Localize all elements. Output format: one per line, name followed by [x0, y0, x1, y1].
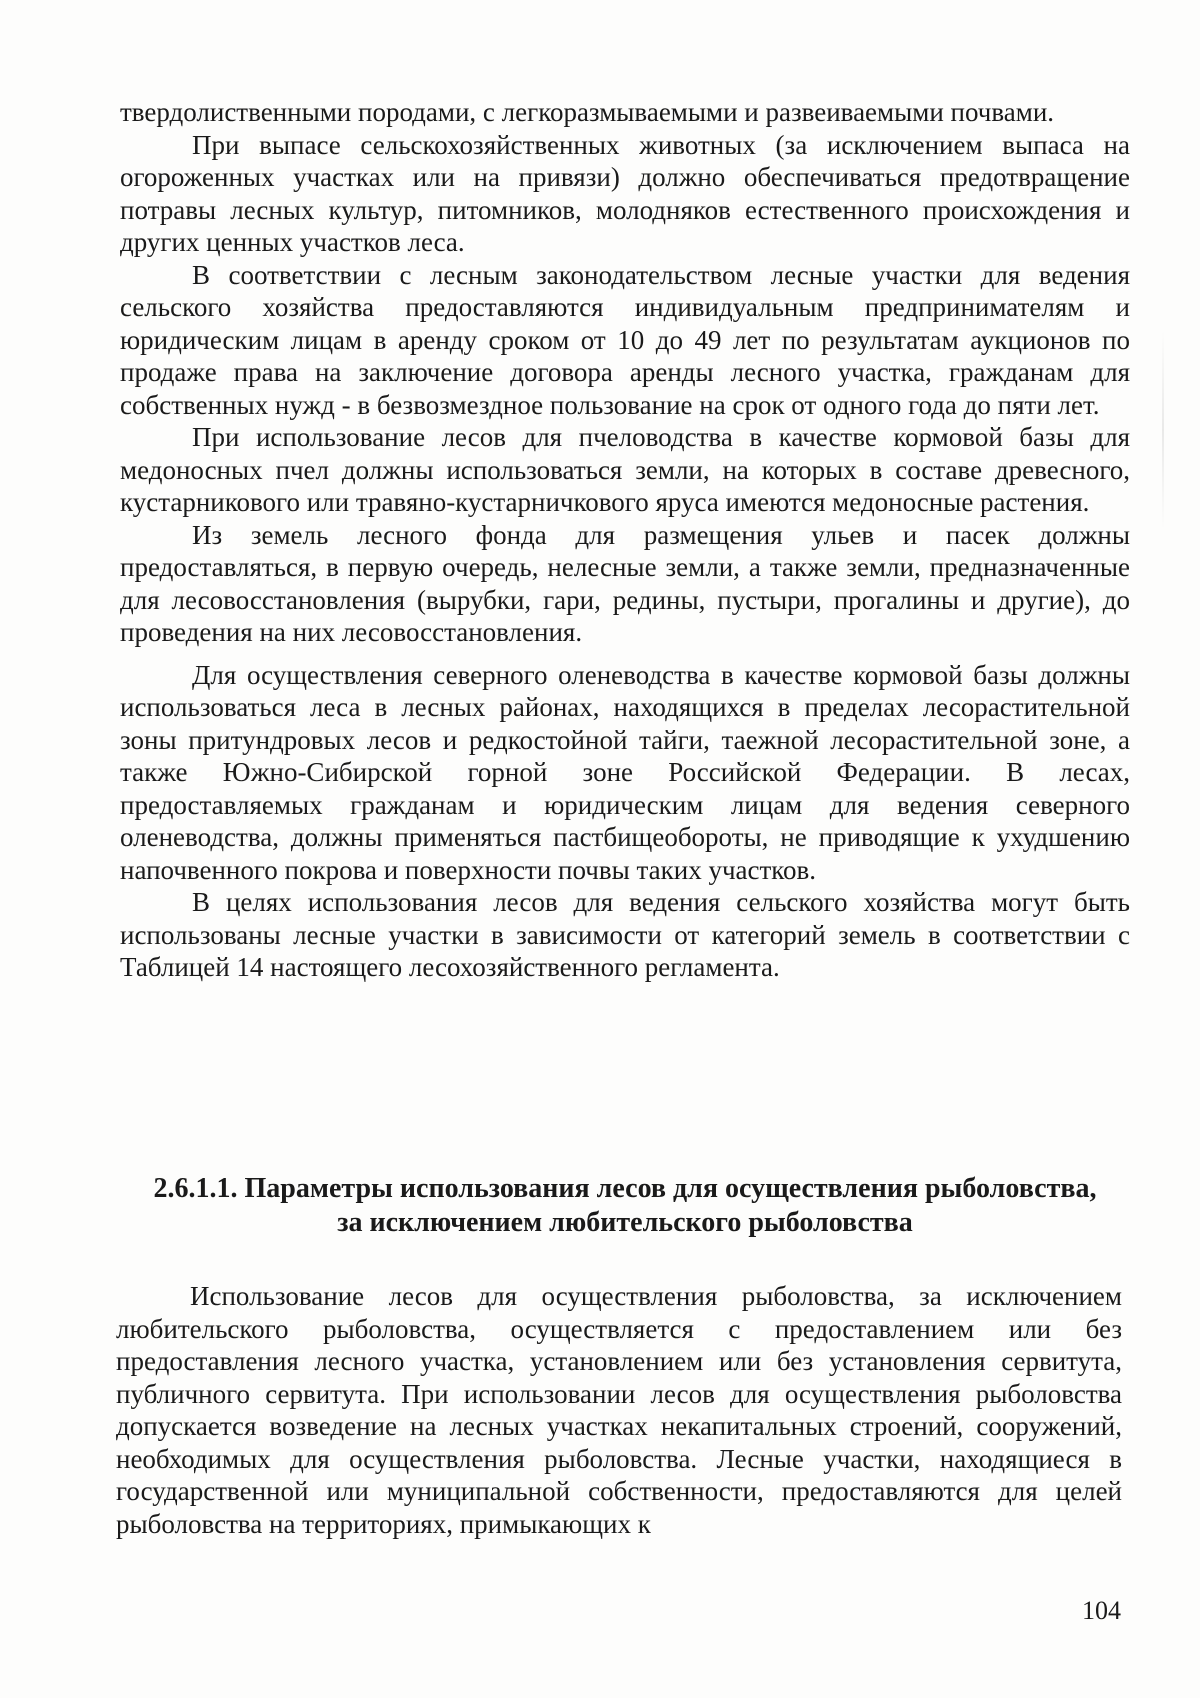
section-heading-line-2: за исключением любительского рыболовства: [337, 1207, 913, 1238]
paragraph-beekeeping: При использование лесов для пчеловодства в качестве кормовой базы для медоносных пчел должны использоваться земли, на которых в составе древесного, кустарникового или травяно-кустарничкового яруса имеются медоносные растения.: [120, 422, 1130, 517]
scan-artifact: [1162, 330, 1164, 530]
section-heading-line-1: 2.6.1.1. Параметры использования лесов для осуществления рыболовства,: [153, 1173, 1097, 1204]
body-text-top: [120, 96, 1130, 984]
paragraph-reindeer: Для осуществления северного оленеводства в качестве кормовой базы должны использоваться леса в лесных районах, находящихся в пределах лесорастительной зоны притундровых лесов и редкостойной тайги, таежной лесорастительной зоне, а также Южно-Сибирской горной зоне Российской Федерации. В лесах, предоставляемых гражданам и юридическим лицам для ведения северного оленеводства, должны применяться пастбищеобороты, не приводящие к ухудшению напочвенного покрова и поверхности почвы таких участков.: [120, 659, 1130, 885]
paragraph-agriculture-table: В целях использования лесов для ведения сельского хозяйства могут быть использованы лесные участки в зависимости от категорий земель в соответствии с Таблицей 14 настоящего лесохозяйственного регламента.: [120, 887, 1130, 982]
body-text-bottom: [116, 1280, 1122, 1540]
paragraph-lease-terms: В соответствии с лесным законодательством лесные участки для ведения сельского хозяйства предоставляются индивидуальным предпринимателям и юридическим лицам в аренду сроком от 10 до 49 лет по результатам аукционов по продаже права на заключение договора аренды лесного участка, гражданам для собственных нужд - в безвозмездное пользование на срок от одного года до пяти лет.: [120, 259, 1130, 420]
paragraph-fishing: Использование лесов для осуществления рыболовства, за исключением любительского рыболовства, осуществляется с предоставлением или без предоставления лесного участка, установлением или без установления сервитута, публичного сервитута. При использовании лесов для осуществления рыболовства допускается возведение на лесных участках некапитальных строений, сооружений, необходимых для осуществления рыболовства. Лесные участки, находящиеся в государственной или муниципальной собственности, предоставляются для целей рыболовства на территориях, примыкающих к: [116, 1281, 1122, 1539]
paragraph-hives: Из земель лесного фонда для размещения ульев и пасек должны предоставляться, в первую очередь, нелесные земли, а также земли, предназначенные для лесовосстановления (вырубки, гари, редины, пустыри, прогалины и другие), до проведения на них лесовосстановления.: [120, 519, 1130, 647]
paragraph-grazing: При выпасе сельскохозяйственных животных (за исключением выпаса на огороженных участках или на привязи) должно обеспечиваться предотвращение потравы лесных культур, питомников, молодняков естественного происхождения и других ценных участков леса.: [120, 129, 1130, 257]
section-heading: [120, 1172, 1130, 1240]
page-number: 104: [1082, 1596, 1121, 1625]
paragraph-continuation: твердолиственными породами, с легкоразмываемыми и развеиваемыми почвами.: [120, 97, 1055, 127]
